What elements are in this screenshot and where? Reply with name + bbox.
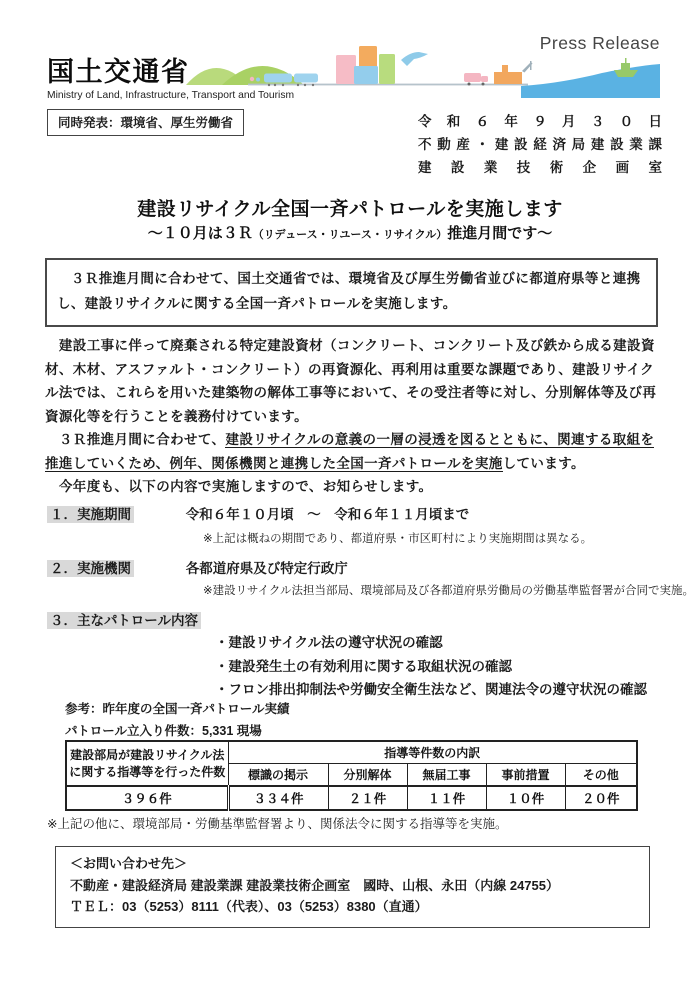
section-2-note: ※建設リサイクル法担当部局、環境部局及び各都道府県労働局の労働基準監督署が合同で実施。 xyxy=(203,585,695,597)
airplane-icon xyxy=(401,52,428,66)
table-left-header: 建設部局が建設リサイクル法に関する指導等を行った件数 xyxy=(66,741,228,786)
contact-phone-line: ＴＥＬ：03（5253）8111（代表）、03（5253）8380（直通） xyxy=(70,899,428,914)
date-department-block xyxy=(418,110,662,179)
section-1-note: ※上記は概ねの期間であり、都道府県・市区町村により実施期間は異なる。 xyxy=(203,533,593,545)
paragraph-2-lead: ３Ｒ推進月間に合わせて、 xyxy=(45,432,226,447)
table-value-signage: ３３４件 xyxy=(228,786,328,810)
paragraph-2 xyxy=(45,428,659,475)
table-subheader-unreported: 無届工事 xyxy=(407,764,486,787)
patrol-content-list xyxy=(215,631,647,702)
buildings-icon xyxy=(336,46,395,84)
contact-department-line: 不動産・建設経済局 建設業課 建設業技術企画室 國時、山根、永田（内線 24755） xyxy=(70,877,559,893)
contact-box xyxy=(55,846,650,928)
section-2-content: 各都道府県及び特定行政庁 xyxy=(185,561,348,576)
table-subheader-signage: 標識の掲示 xyxy=(228,764,328,787)
table-value-sorting: ２１件 xyxy=(328,786,407,810)
table-subheader-sorting: 分別解体 xyxy=(328,764,407,787)
table-value-advance: １０件 xyxy=(486,786,565,810)
table-subheader-other: その他 xyxy=(565,764,637,787)
paragraph-2-underlined: 建設リサイクルの意義の一層の浸透を図るとともに、関連する取組を推進していくため、例年、関係機関と連携した全国一斉パトロールを実施 xyxy=(45,432,655,471)
table-value-row xyxy=(66,786,637,810)
patrol-results-table xyxy=(65,740,638,811)
contact-heading: ＜お問い合わせ先＞ xyxy=(70,856,188,871)
table-note: ※上記の他に、環境部局・労働基準監督署より、関係法令に関する指導等を実施。 xyxy=(47,817,508,831)
section-implementation-period xyxy=(47,503,469,523)
department-line-1: 不動産・建設経済局建設業課 xyxy=(418,137,662,152)
reference-title: 参考：昨年度の全国一斉パトロール実績 xyxy=(65,702,290,716)
joint-release-box xyxy=(47,109,244,136)
person-icon xyxy=(250,77,254,81)
sea-icon xyxy=(521,64,660,98)
subtitle-prefix: ～１０月は３Ｒ xyxy=(147,225,253,242)
section-1-heading: １．実施期間 xyxy=(47,506,134,523)
table-left-value: ３９６件 xyxy=(66,786,228,810)
paragraph-1: 建設工事に伴って廃棄される特定建設資材（コンクリート、コンクリート及び鉄から成る建設資材、木材、アスファルト・コンクリート）の再資源化、再利用は重要な課題であり、建設リサイクル法では、これらを用いた建築物の解体工事等において、その受注者等に対し、分別解体等及び再資源化等を行うことを義務付けています。 xyxy=(45,338,657,424)
person-icon xyxy=(256,78,260,82)
page-subtitle xyxy=(0,222,700,243)
paragraph-3: 今年度も、以下の内容で実施しますので、お知らせします。 xyxy=(45,479,433,494)
page-title: 建設リサイクル全国一斉パトロールを実施します xyxy=(137,199,563,220)
factory-icon xyxy=(494,61,533,84)
release-date: 令和６年９月３０日 xyxy=(418,114,662,129)
summary-box xyxy=(45,258,658,327)
section-3-heading: ３．主なパトロール内容 xyxy=(47,612,201,629)
press-release-label: Press Release xyxy=(539,33,660,53)
summary-text: ３Ｒ推進月間に合わせて、国土交通省では、環境省及び厚生労働省並びに都道府県等と連携し、建設リサイクルに関する全国一斉パトロールを実施します。 xyxy=(57,271,641,311)
section-1-content: 令和６年１０月頃 ～ 令和６年１１月頃まで xyxy=(185,507,470,522)
bullet-item: ・建設リサイクル法の遵守状況の確認 xyxy=(215,635,443,650)
table-group-header: 指導等件数の内訳 xyxy=(228,741,637,764)
table-subheader-advance: 事前措置 xyxy=(486,764,565,787)
bullet-item: ・建設発生土の有効利用に関する取組状況の確認 xyxy=(215,658,512,674)
section-patrol-contents xyxy=(47,609,201,629)
table-value-other: ２０件 xyxy=(565,786,637,810)
reference-count: パトロール立入り件数：5,331 現場 xyxy=(65,724,262,738)
ministry-logo: 国土交通省 xyxy=(47,57,190,87)
header-illustration xyxy=(186,40,660,98)
subtitle-parenthetical: （リデュース・リユース・リサイクル） xyxy=(252,229,448,241)
department-line-2: 建設業技術企画室 xyxy=(418,160,662,175)
section-implementing-bodies xyxy=(47,557,348,577)
bullet-item: ・フロン排出抑制法や労働安全衛生法など、関連法令の遵守状況の確認 xyxy=(215,682,647,697)
table-value-unreported: １１件 xyxy=(407,786,486,810)
ministry-logo-english: Ministry of Land, Infrastructure, Transport and Tourism xyxy=(47,90,295,101)
paragraph-2-tail: しています。 xyxy=(502,455,585,471)
subtitle-suffix: 推進月間です～ xyxy=(447,225,553,242)
joint-release-text: 同時発表：環境省、厚生労働省 xyxy=(58,116,234,130)
section-2-heading: ２．実施機関 xyxy=(47,560,134,577)
body-paragraphs xyxy=(45,334,659,499)
